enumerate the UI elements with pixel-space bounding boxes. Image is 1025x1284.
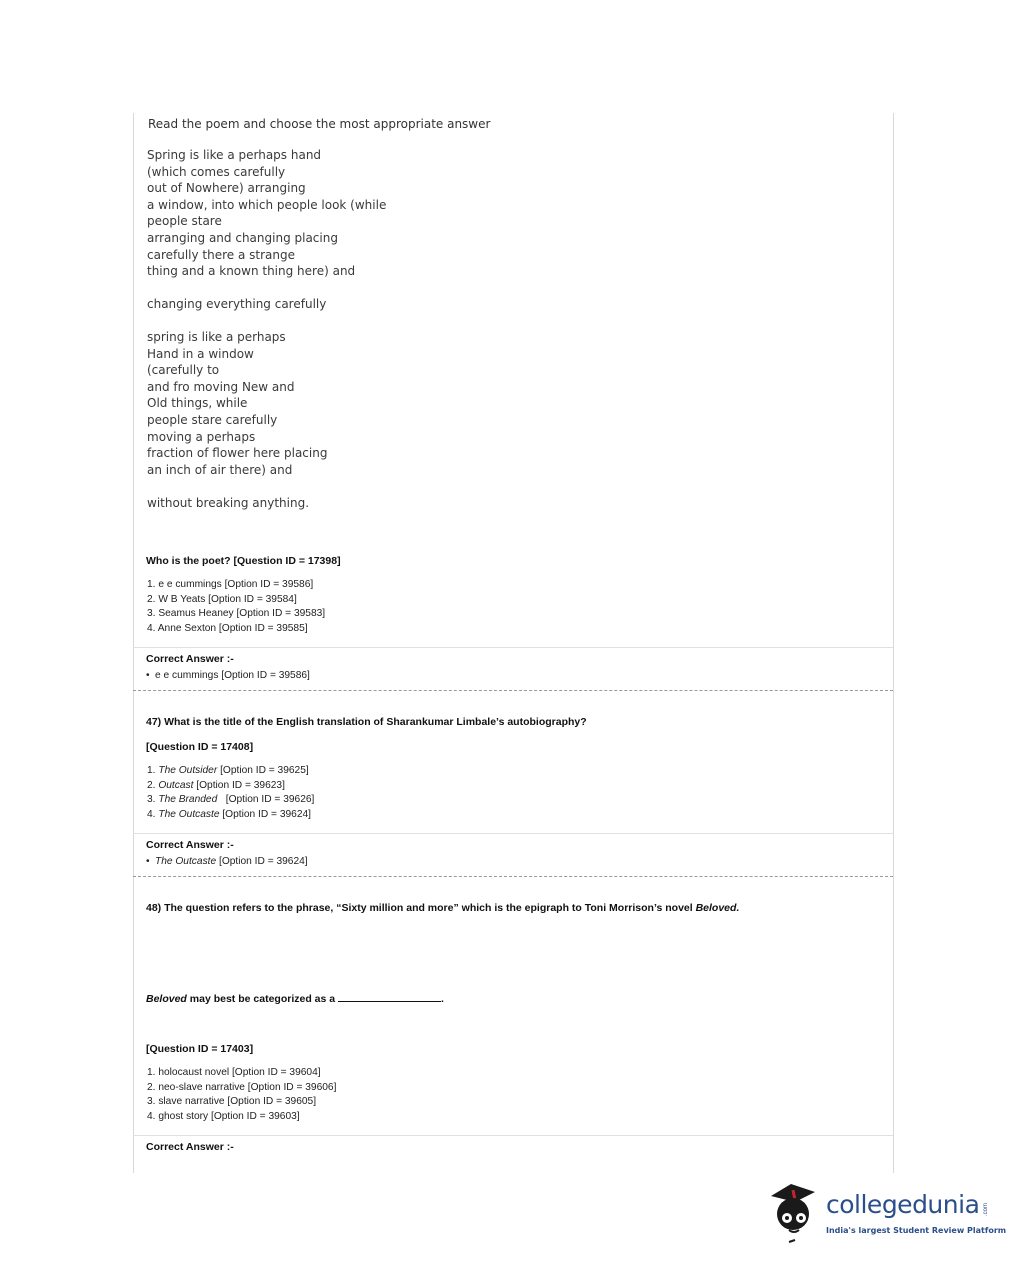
- question-text: [146, 902, 739, 914]
- option-id: [Option ID = 39625]: [220, 765, 309, 776]
- option-id: [Option ID = 39626]: [217, 794, 315, 806]
- poem-stanza-4: [147, 495, 309, 512]
- poem-line: (carefully to: [147, 363, 220, 378]
- poem-line: Hand in a window: [147, 346, 254, 361]
- poem-line: without breaking anything.: [147, 496, 310, 510]
- correct-answer-label: Correct Answer :-: [146, 653, 234, 665]
- option-item: [147, 764, 314, 779]
- bullet-icon: •: [146, 856, 150, 867]
- divider: [133, 876, 893, 877]
- poem-line: changing everything carefully: [147, 297, 327, 311]
- option-number: 2.: [147, 779, 156, 791]
- poem-line: thing and a known thing here) and: [147, 264, 356, 279]
- correct-answer-label: Correct Answer :-: [146, 839, 234, 851]
- poem-line: out of Nowhere) arranging: [147, 181, 306, 196]
- logo-tagline: India's largest Student Review Platform: [826, 1226, 1007, 1235]
- divider: [133, 690, 893, 691]
- correct-answer-id: [Option ID = 39624]: [219, 856, 308, 867]
- option-item: [147, 779, 314, 794]
- collegedunia-logo: [765, 1176, 1007, 1246]
- poem-line: (which comes carefully: [147, 164, 286, 179]
- correct-answer-label: Correct Answer :-: [146, 1141, 234, 1153]
- poem-stanza-3: [147, 329, 327, 478]
- option-list: [147, 578, 325, 637]
- poem-line: a window, into which people look (while: [147, 197, 387, 212]
- poem-line: an inch of air there) and: [147, 462, 293, 477]
- poem-line: people stare: [147, 214, 222, 229]
- option-item: 1. holocaust novel [Option ID = 39604]: [147, 1067, 321, 1078]
- option-title: Outcast: [158, 779, 194, 791]
- option-list: [147, 764, 314, 823]
- question-text: Who is the poet? [Question ID = 17398]: [146, 555, 341, 567]
- poem-line: spring is like a perhaps: [147, 330, 286, 344]
- poem-line: and fro moving New and: [147, 379, 295, 394]
- poem-line: carefully there a strange: [147, 247, 295, 262]
- mascot-icon: [765, 1176, 825, 1246]
- poem-stanza-1: [147, 147, 386, 280]
- poem-stanza-2: [147, 296, 326, 313]
- question-prompt: [146, 992, 444, 1005]
- option-title: The Outsider: [158, 765, 218, 776]
- question-text-italic: Beloved.: [695, 902, 740, 914]
- logo-wordmark: collegedunia: [826, 1190, 980, 1219]
- logo-com: .com: [983, 1203, 989, 1217]
- poem-line: arranging and changing placing: [147, 230, 338, 245]
- option-item: 4. Anne Sexton [Option ID = 39585]: [147, 623, 308, 635]
- option-item: 2. neo-slave narrative [Option ID = 39606]: [147, 1081, 337, 1093]
- poem-line: fraction of flower here placing: [147, 446, 328, 461]
- question-text: 47) What is the title of the English translation of Sharankumar Limbale’s autobiography?: [146, 716, 587, 728]
- option-list: [147, 1066, 336, 1125]
- option-item: 3. slave narrative [Option ID = 39605]: [147, 1096, 317, 1108]
- option-item: [147, 808, 314, 823]
- instruction-text: Read the poem and choose the most appropriate answer: [148, 117, 491, 131]
- option-item: [147, 793, 314, 808]
- option-number: 1.: [147, 765, 156, 776]
- correct-answer-text: e e cummings [Option ID = 39586]: [155, 670, 310, 681]
- question-id: [Question ID = 17408]: [146, 741, 254, 753]
- option-number: 3.: [147, 794, 156, 806]
- poem-line: people stare carefully: [147, 412, 278, 427]
- poem-line: Old things, while: [147, 396, 248, 411]
- option-item: 3. Seamus Heaney [Option ID = 39583]: [147, 608, 326, 620]
- option-title: The Branded: [158, 794, 218, 806]
- question-text-main: 48) The question refers to the phrase, “Sixty million and more” which is the epigraph to Toni Morrison’s novel: [146, 902, 696, 914]
- poem-line: moving a perhaps: [147, 429, 256, 444]
- bullet-icon: •: [146, 670, 150, 681]
- option-title: The Outcaste: [158, 809, 220, 821]
- correct-answer-title: The Outcaste: [155, 856, 217, 867]
- divider: [133, 833, 893, 834]
- poem-line: Spring is like a perhaps hand: [147, 148, 322, 162]
- option-number: 4.: [147, 809, 156, 821]
- divider: [133, 647, 893, 648]
- prompt-italic: Beloved: [146, 993, 187, 1005]
- prompt-end: .: [441, 993, 444, 1005]
- prompt-text: may best be categorized as a: [186, 993, 339, 1005]
- option-id: [Option ID = 39623]: [196, 779, 285, 791]
- option-id: [Option ID = 39624]: [222, 809, 311, 821]
- option-item: 2. W B Yeats [Option ID = 39584]: [147, 593, 297, 605]
- option-item: 1. e e cummings [Option ID = 39586]: [147, 579, 314, 590]
- answer-blank: [338, 992, 441, 1002]
- correct-answer: [146, 670, 310, 681]
- question-id: [Question ID = 17403]: [146, 1043, 254, 1055]
- correct-answer: [146, 856, 308, 867]
- divider: [133, 1135, 893, 1136]
- option-item: 4. ghost story [Option ID = 39603]: [147, 1111, 300, 1123]
